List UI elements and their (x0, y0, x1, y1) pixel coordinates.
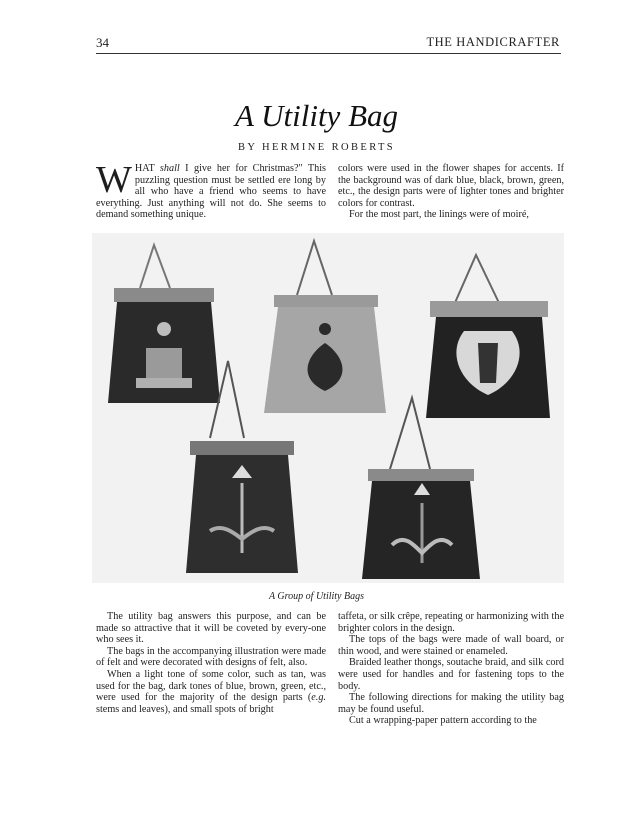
text-run: stems and leaves), and small spots of bright (96, 703, 274, 715)
bag-top-right (426, 255, 550, 418)
paragraph: The following directions for making the utility bag may be found useful. (338, 692, 564, 715)
byline: BY HERMINE ROBERTS (237, 142, 396, 153)
text-run: When a light tone of some color, such as tan, was used for the bag, dark tones of blue, brown, green, etc., were used for the majority of the design parts ( (96, 668, 326, 704)
running-header: THE HANDICRAFTER (426, 35, 560, 49)
paragraph: The bags in the accompanying illustration were made of felt and were decorated with designs of felt, also. (96, 645, 326, 669)
intro-emphasis: shall (159, 163, 180, 174)
text-emphasis: e.g. (311, 692, 326, 704)
bag-top-center (264, 241, 386, 413)
header-rule (96, 53, 561, 54)
paragraph: taffeta, or silk crêpe, repeating or harmonizing with the brighter colors in the design. (338, 611, 564, 634)
paragraph: For the most part, the linings were of moiré, (349, 209, 529, 221)
column-top-right (338, 163, 564, 221)
intro-lead: HAT (134, 163, 160, 174)
paragraph: The tops of the bags were made of wall board, or thin wood, and were stained or enameled. (338, 634, 564, 657)
intro-rest: I give her for Christmas?" This puzzling question must be settled ere long by all who have a friend who seems to have everything. Just anything will not do. She seems to demand something unique. (96, 163, 326, 221)
intro-paragraph (96, 159, 326, 221)
bag-bottom-right (362, 398, 480, 579)
photograph (92, 233, 564, 583)
paragraph (96, 669, 326, 715)
column-bottom-left (96, 611, 326, 715)
paragraph: colors were used in the flower shapes for accents. If the background was of dark blue, black, brown, green, etc., the design parts were of lighter tones and brighter colors for contrast. (338, 163, 564, 209)
article-title: A Utility Bag (234, 98, 399, 133)
drop-cap: W (96, 159, 132, 201)
column-bottom-right (338, 611, 564, 727)
page-number: 34 (96, 35, 109, 50)
column-top-left (96, 159, 326, 221)
paragraph: Cut a wrapping-paper pattern according to the (349, 715, 537, 727)
photo-utility-bags (92, 233, 564, 583)
paragraph: The utility bag answers this purpose, and can be made so attractive that it will be coveted by every-one who sees it. (96, 611, 326, 646)
paragraph: Braided leather thongs, soutache braid, and silk cord were used for handles and for fastening tops to the body. (338, 657, 564, 692)
bag-top-left (108, 245, 220, 403)
figure-caption: A Group of Utility Bags (269, 591, 364, 602)
